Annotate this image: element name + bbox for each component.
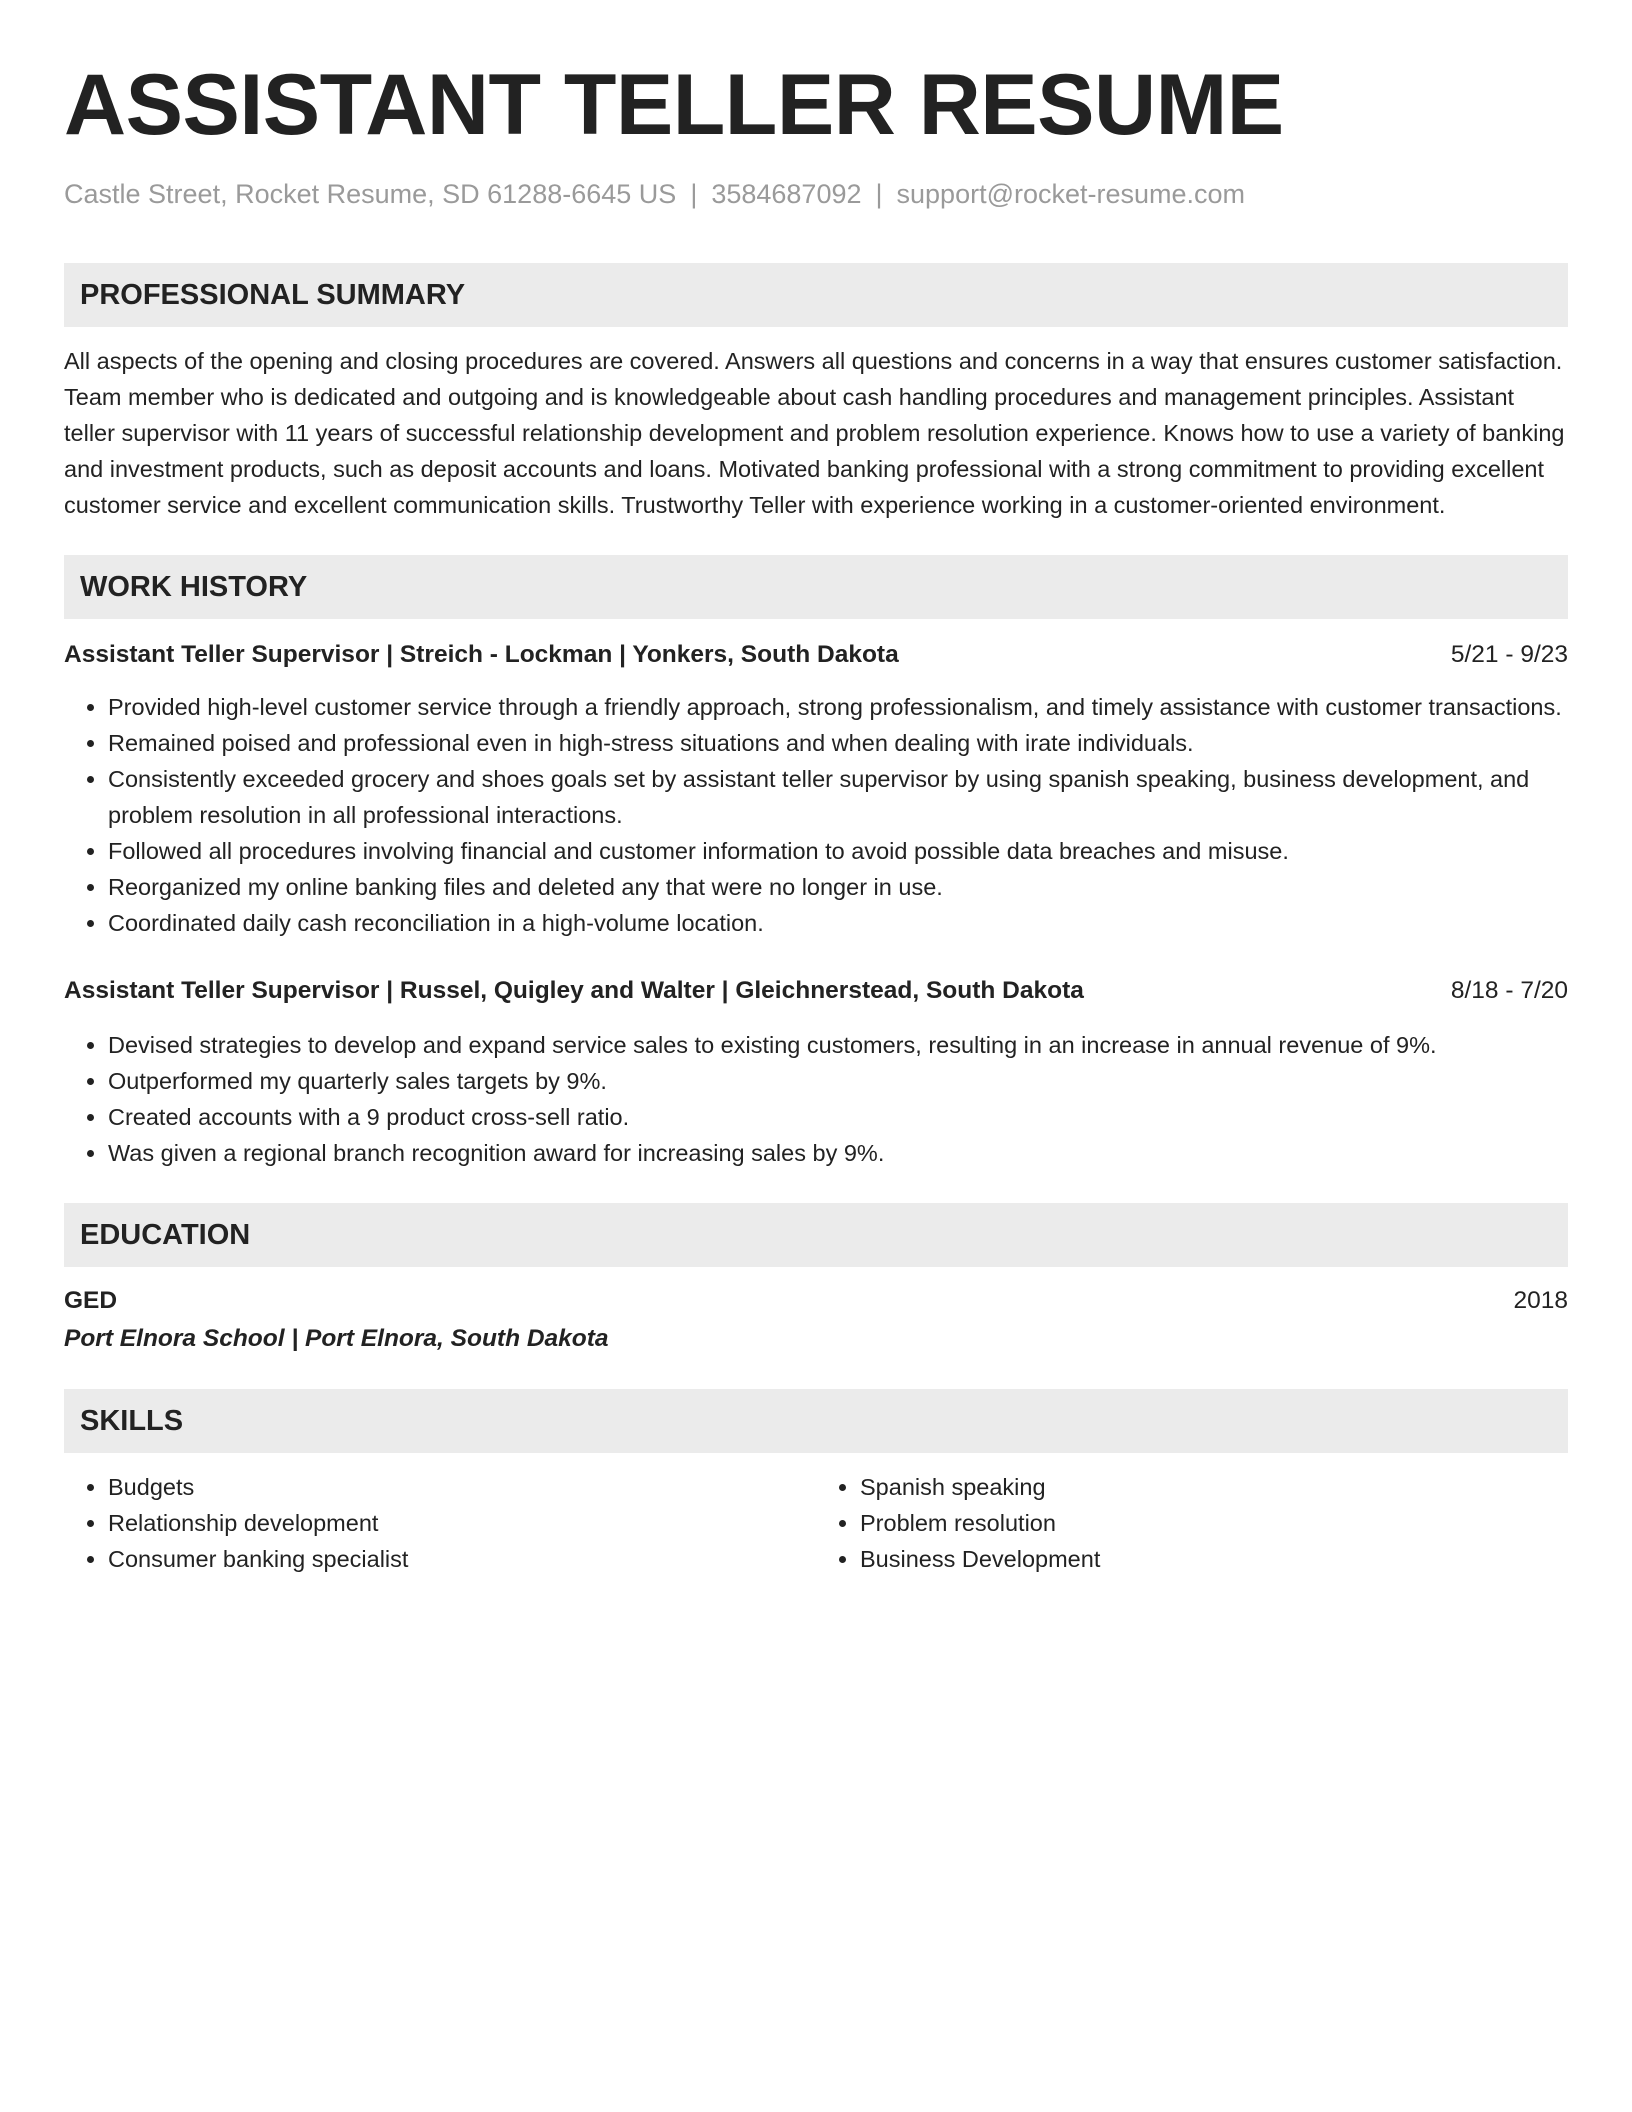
section-header-skills: SKILLS xyxy=(64,1389,1568,1453)
education-school: Port Elnora School | Port Elnora, South Dakota xyxy=(64,1325,609,1352)
job-title: Assistant Teller Supervisor | Russel, Quigley and Walter | Gleichnerstead, South Dakota xyxy=(64,977,1084,1004)
section-header-education: EDUCATION xyxy=(64,1203,1568,1267)
education-degree: GED xyxy=(64,1287,118,1314)
job-dates: 5/21 - 9/23 xyxy=(1450,641,1568,668)
skill-item: • Consumer banking specialist xyxy=(108,1541,816,1577)
skills-column-left xyxy=(64,1469,816,1577)
job-title-row xyxy=(64,973,1568,1009)
job-bullet-list xyxy=(64,1027,1568,1171)
skill-item: • Problem resolution xyxy=(860,1505,1568,1541)
contact-line xyxy=(64,177,1568,211)
skills-column-right xyxy=(816,1469,1568,1577)
skill-item: • Business Development xyxy=(860,1541,1568,1577)
education-year: 2018 xyxy=(1513,1287,1568,1314)
contact-phone: 3584687092 xyxy=(711,179,862,209)
contact-address: Castle Street, Rocket Resume, SD 61288-6645 US xyxy=(64,179,677,209)
job-bullet: • Outperformed my quarterly sales targets by 9%. xyxy=(108,1063,1568,1099)
job-bullet: • Remained poised and professional even in high-stress situations and when dealing with irate individuals. xyxy=(108,725,1568,761)
job-bullet: • Followed all procedures involving financial and customer information to avoid possible data breaches and misuse. xyxy=(108,833,1568,869)
education-row xyxy=(64,1283,1568,1319)
skill-item: • Budgets xyxy=(108,1469,816,1505)
section-header-summary: PROFESSIONAL SUMMARY xyxy=(64,263,1568,327)
job-bullet-list xyxy=(64,689,1568,941)
job-title: Assistant Teller Supervisor | Streich - Lockman | Yonkers, South Dakota xyxy=(64,641,899,668)
skills-list xyxy=(64,1469,816,1577)
job-bullet: • Was given a regional branch recognition award for increasing sales by 9%. xyxy=(108,1135,1568,1171)
job-bullet: • Consistently exceeded grocery and shoes goals set by assistant teller supervisor by using spanish speaking, business development, and problem resolution in all professional interactions. xyxy=(108,761,1568,833)
job-dates: 8/18 - 7/20 xyxy=(1450,977,1568,1004)
job-bullet: • Reorganized my online banking files and deleted any that were no longer in use. xyxy=(108,869,1568,905)
section-header-work-history: WORK HISTORY xyxy=(64,555,1568,619)
job-bullet: • Provided high-level customer service through a friendly approach, strong professionalism, and timely assistance with customer transactions. xyxy=(108,689,1568,725)
skills-list xyxy=(816,1469,1568,1577)
contact-email: support@rocket-resume.com xyxy=(896,179,1246,209)
contact-separator: | xyxy=(690,179,698,209)
job-title-row xyxy=(64,637,1568,673)
resume-title: ASSISTANT TELLER RESUME xyxy=(64,57,1284,153)
skills-grid xyxy=(64,1469,1568,1577)
skill-item: • Spanish speaking xyxy=(860,1469,1568,1505)
summary-paragraph: All aspects of the opening and closing procedures are covered. Answers all questions and concerns in a way that ensures customer satisfaction. Team member who is dedicated and outgoing and is knowledgeable about cash handling procedures and management principles. Assistant teller supervisor with 11 years of successful relationship development and problem resolution experience. Knows how to use a variety of banking and investment products, such as deposit accounts and loans. Motivated banking professional with a strong commitment to providing excellent customer service and excellent communication skills. Trustworthy Teller with experience working in a customer-oriented environment. xyxy=(64,348,1565,518)
job-bullet: • Devised strategies to develop and expand service sales to existing customers, resulting in an increase in annual revenue of 9%. xyxy=(108,1027,1568,1063)
skill-item: • Relationship development xyxy=(108,1505,816,1541)
contact-separator: | xyxy=(875,179,883,209)
job-entry xyxy=(64,637,1568,941)
job-entry xyxy=(64,973,1568,1171)
job-bullet: • Coordinated daily cash reconciliation in a high-volume location. xyxy=(108,905,1568,941)
job-bullet: • Created accounts with a 9 product cross-sell ratio. xyxy=(108,1099,1568,1135)
